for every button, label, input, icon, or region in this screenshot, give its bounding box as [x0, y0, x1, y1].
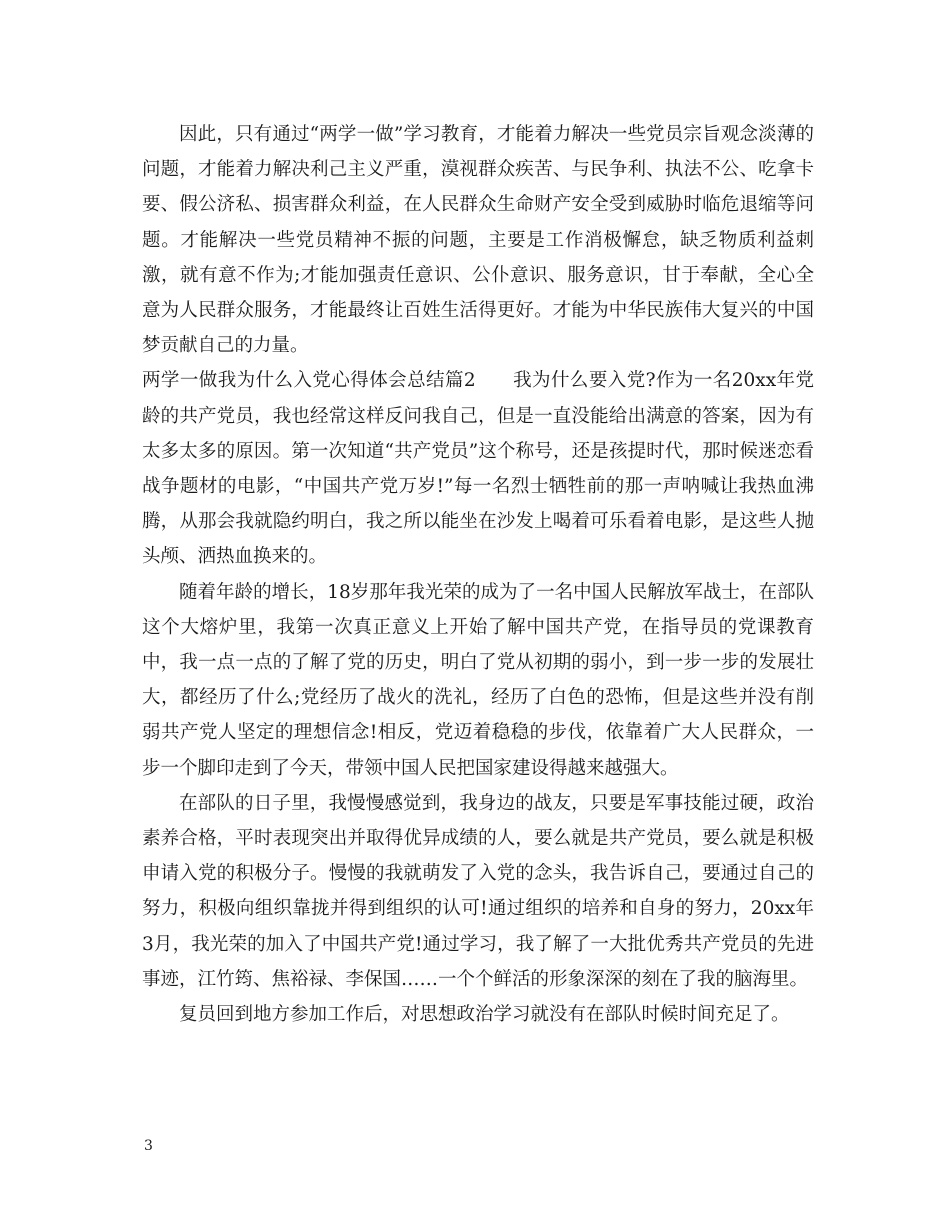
paragraph: 随着年龄的增长，18岁那年我光荣的成为了一名中国人民解放军战士，在部队这个大熔炉里，我第一次真正意义上开始了解中国共产党，在指导员的党课教育中，我一点一点的了解了党的历史，明白了党从初期的弱小，到一步一步的发展壮大，都经历了什么;党经历了战火的洗礼，经历了白色的恐怖，但是这些并没有削弱共产党人坚定的理想信念!相反，党迈着稳稳的步伐，依靠着广大人民群众，一步一个脚印走到了今天，带领中国人民把国家建设得越来越强大。 [142, 581, 814, 779]
paragraph: 因此，只有通过“两学一做”学习教育，才能着力解决一些党员宗旨观念淡薄的问题，才能着力解决利己主义严重，漠视群众疾苦、与民争利、执法不公、吃拿卡要、假公济私、损害群众利益，在人民群众生命财产安全受到威胁时临危退缩等问题。才能解决一些党员精神不振的问题，主要是工作消极懈怠，缺乏物质利益刺激，就有意不作为;才能加强责任意识、公仆意识、服务意识，甘于奉献，全心全意为人民群众服务，才能最终让百姓生活得更好。才能为中华民族伟大复兴的中国梦贡献自己的力量。 [142, 124, 814, 357]
section-paragraph [142, 363, 814, 574]
paragraph: 在部队的日子里，我慢慢感觉到，我身边的战友，只要是军事技能过硬，政治素养合格，平时表现突出并取得优异成绩的人，要么就是共产党员，要么就是积极申请入党的积极分子。慢慢的我就萌发了入党的念头，我告诉自己，要通过自己的努力，积极向组织靠拢并得到组织的认可!通过组织的培养和自身的努力，20xx年3月，我光荣的加入了中国共产党!通过学习，我了解了一大批优秀共产党员的先进事迹，江竹筠、焦裕禄、李保国……一个个鲜活的形象深深的刻在了我的脑海里。 [142, 792, 814, 990]
paragraph: 复员回到地方参加工作后，对思想政治学习就没有在部队时候时间充足了。 [179, 1004, 790, 1026]
section-heading: 两学一做我为什么入党心得体会总结篇2 [142, 370, 476, 392]
page-number: 3 [144, 1138, 153, 1154]
document-body [142, 117, 814, 1032]
section-body: 我为什么要入党?作为一名20xx年党龄的共产党员，我也经常这样反问我自己，但是一直没能给出满意的答案，因为有太多太多的原因。第一次知道“共产党员”这个称号，还是孩提时代，那时候迷恋看战争题材的电影，“中国共产党万岁!”每一名烈士牺牲前的那一声呐喊让我热血沸腾，从那会我就隐约明白，我之所以能坐在沙发上喝着可乐看着电影，是这些人抛头颅、洒热血换来的。 [142, 370, 814, 568]
